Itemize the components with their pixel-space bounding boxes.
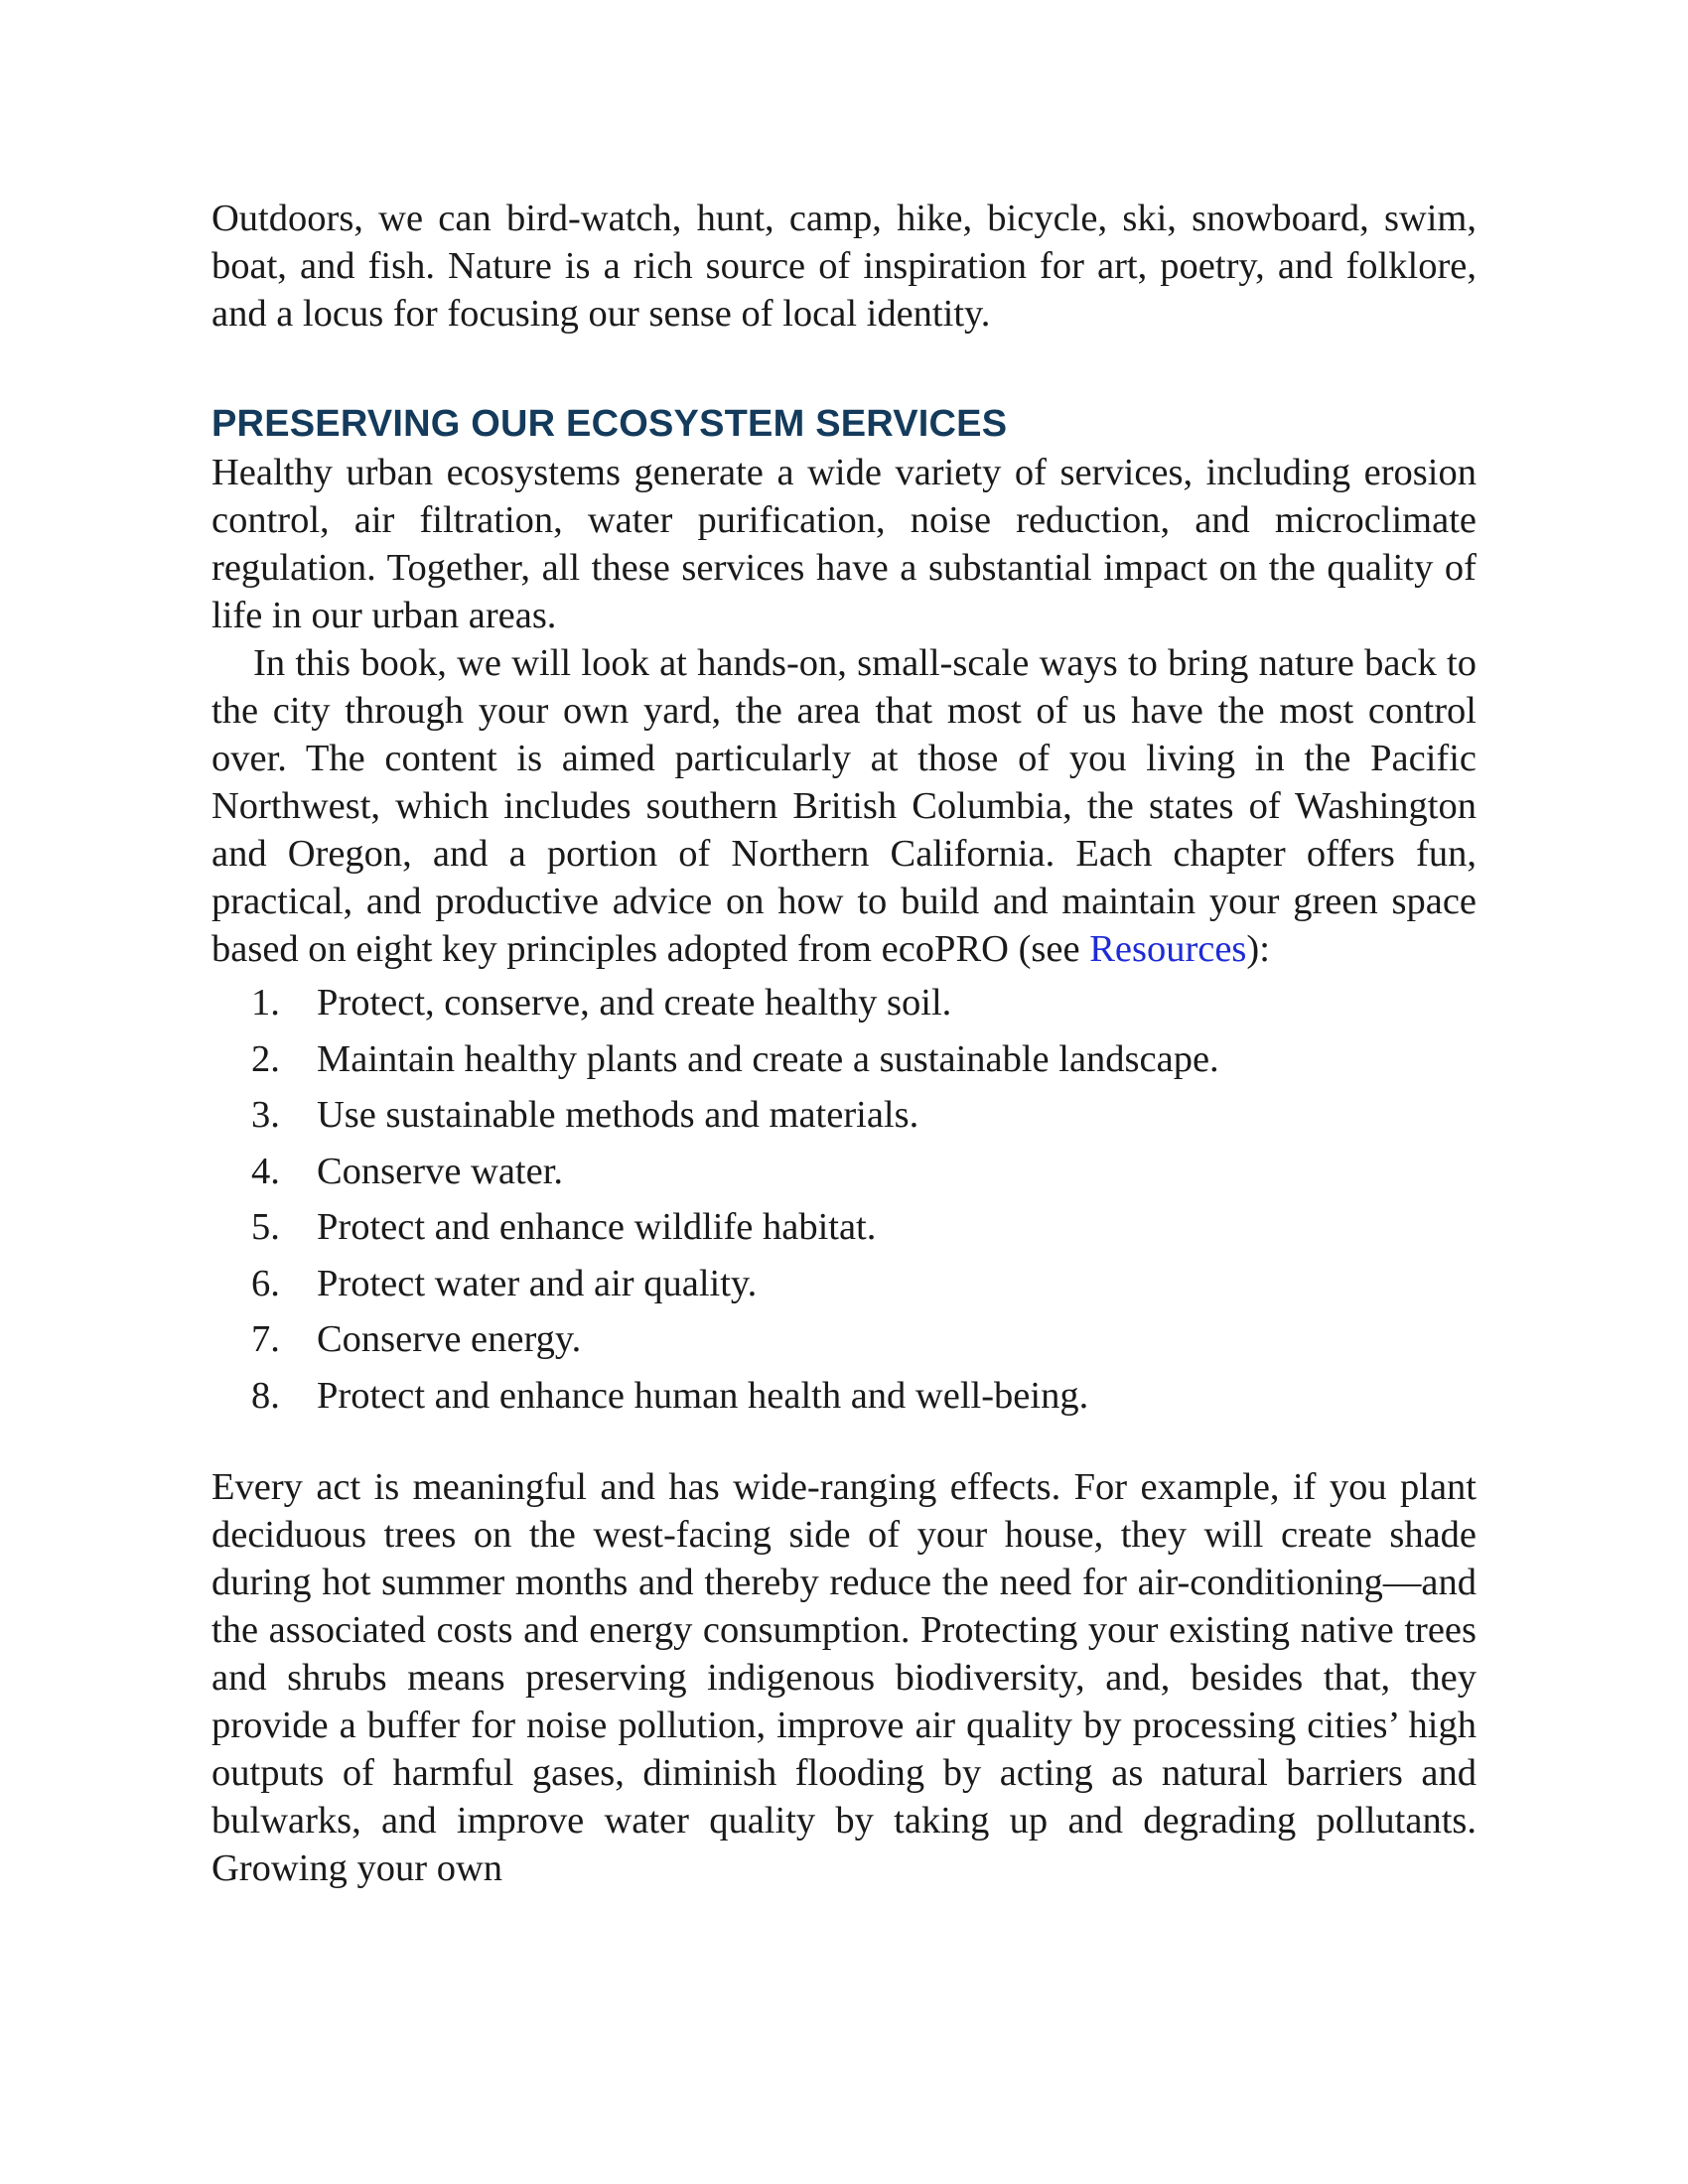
list-item xyxy=(211,1035,1477,1092)
book-paragraph-tail: ): xyxy=(1246,928,1270,970)
resources-link[interactable]: Resources xyxy=(1089,928,1247,970)
list-item-text: Use sustainable methods and materials. xyxy=(317,1094,919,1136)
list-item-text: Conserve energy. xyxy=(317,1318,582,1360)
list-item-number: 1. xyxy=(251,982,280,1024)
principles-list xyxy=(211,979,1477,1428)
list-item xyxy=(211,979,1477,1035)
list-item-text: Maintain healthy plants and create a sustainable landscape. xyxy=(317,1037,1219,1080)
list-item-number: 7. xyxy=(251,1318,280,1360)
list-item-number: 2. xyxy=(251,1037,280,1080)
list-item xyxy=(211,1315,1477,1372)
book-paragraph-text: In this book, we will look at hands-on, small-scale ways to bring nature back to the city through your own yard, the area that most of us have the most control over. The content is aimed particularly at those of you living in the Pacific Northwest, which includes southern British Columbia, the states of Washington and Oregon, and a portion of Northern California. Each chapter offers fun, practical, and productive advice on how to build and maintain your green space based on eight key principles adopted from ecoPRO (see xyxy=(211,642,1477,970)
list-item xyxy=(211,1091,1477,1148)
intro-paragraph: Outdoors, we can bird-watch, hunt, camp, hike, bicycle, ski, snowboard, swim, boat, and fish. Nature is a rich source of inspiration for art, poetry, and folklore, and a locus for focusing our sense of local identity. xyxy=(211,198,1477,335)
list-item xyxy=(211,1203,1477,1260)
list-item-number: 4. xyxy=(251,1150,280,1192)
book-page xyxy=(211,195,1477,1892)
closing-paragraph: Every act is meaningful and has wide-ranging effects. For example, if you plant deciduous trees on the west-facing side of your house, they will create shade during hot summer months and thereby reduce the need for air-conditioning—and the associated costs and energy consumption. Protecting your existing native trees and shrubs means preserving indigenous biodiversity, and, besides that, they provide a buffer for noise pollution, improve air quality by processing cities’ high outputs of harmful gases, diminish flooding by acting as natural barriers and bulwarks, and improve water quality by taking up and degrading pollutants. Growing your own xyxy=(211,1466,1477,1889)
list-item-number: 6. xyxy=(251,1262,280,1304)
book-paragraph xyxy=(211,639,1477,973)
list-item-text: Protect and enhance wildlife habitat. xyxy=(317,1206,877,1248)
list-item-text: Protect, conserve, and create healthy soil. xyxy=(317,982,952,1024)
list-item xyxy=(211,1148,1477,1204)
list-item xyxy=(211,1372,1477,1429)
list-item xyxy=(211,1260,1477,1316)
services-paragraph: Healthy urban ecosystems generate a wide variety of services, including erosion control, air filtration, water purification, noise reduction, and microclimate regulation. Together, all these services have a substantial impact on the quality of life in our urban areas. xyxy=(211,452,1477,636)
list-item-number: 3. xyxy=(251,1094,280,1136)
list-item-text: Protect water and air quality. xyxy=(317,1262,758,1304)
section-heading: PRESERVING OUR ECOSYSTEM SERVICES xyxy=(211,403,1008,445)
list-item-text: Conserve water. xyxy=(317,1150,564,1192)
list-item-number: 8. xyxy=(251,1374,280,1417)
list-item-text: Protect and enhance human health and well-being. xyxy=(317,1374,1089,1417)
list-item-number: 5. xyxy=(251,1206,280,1248)
